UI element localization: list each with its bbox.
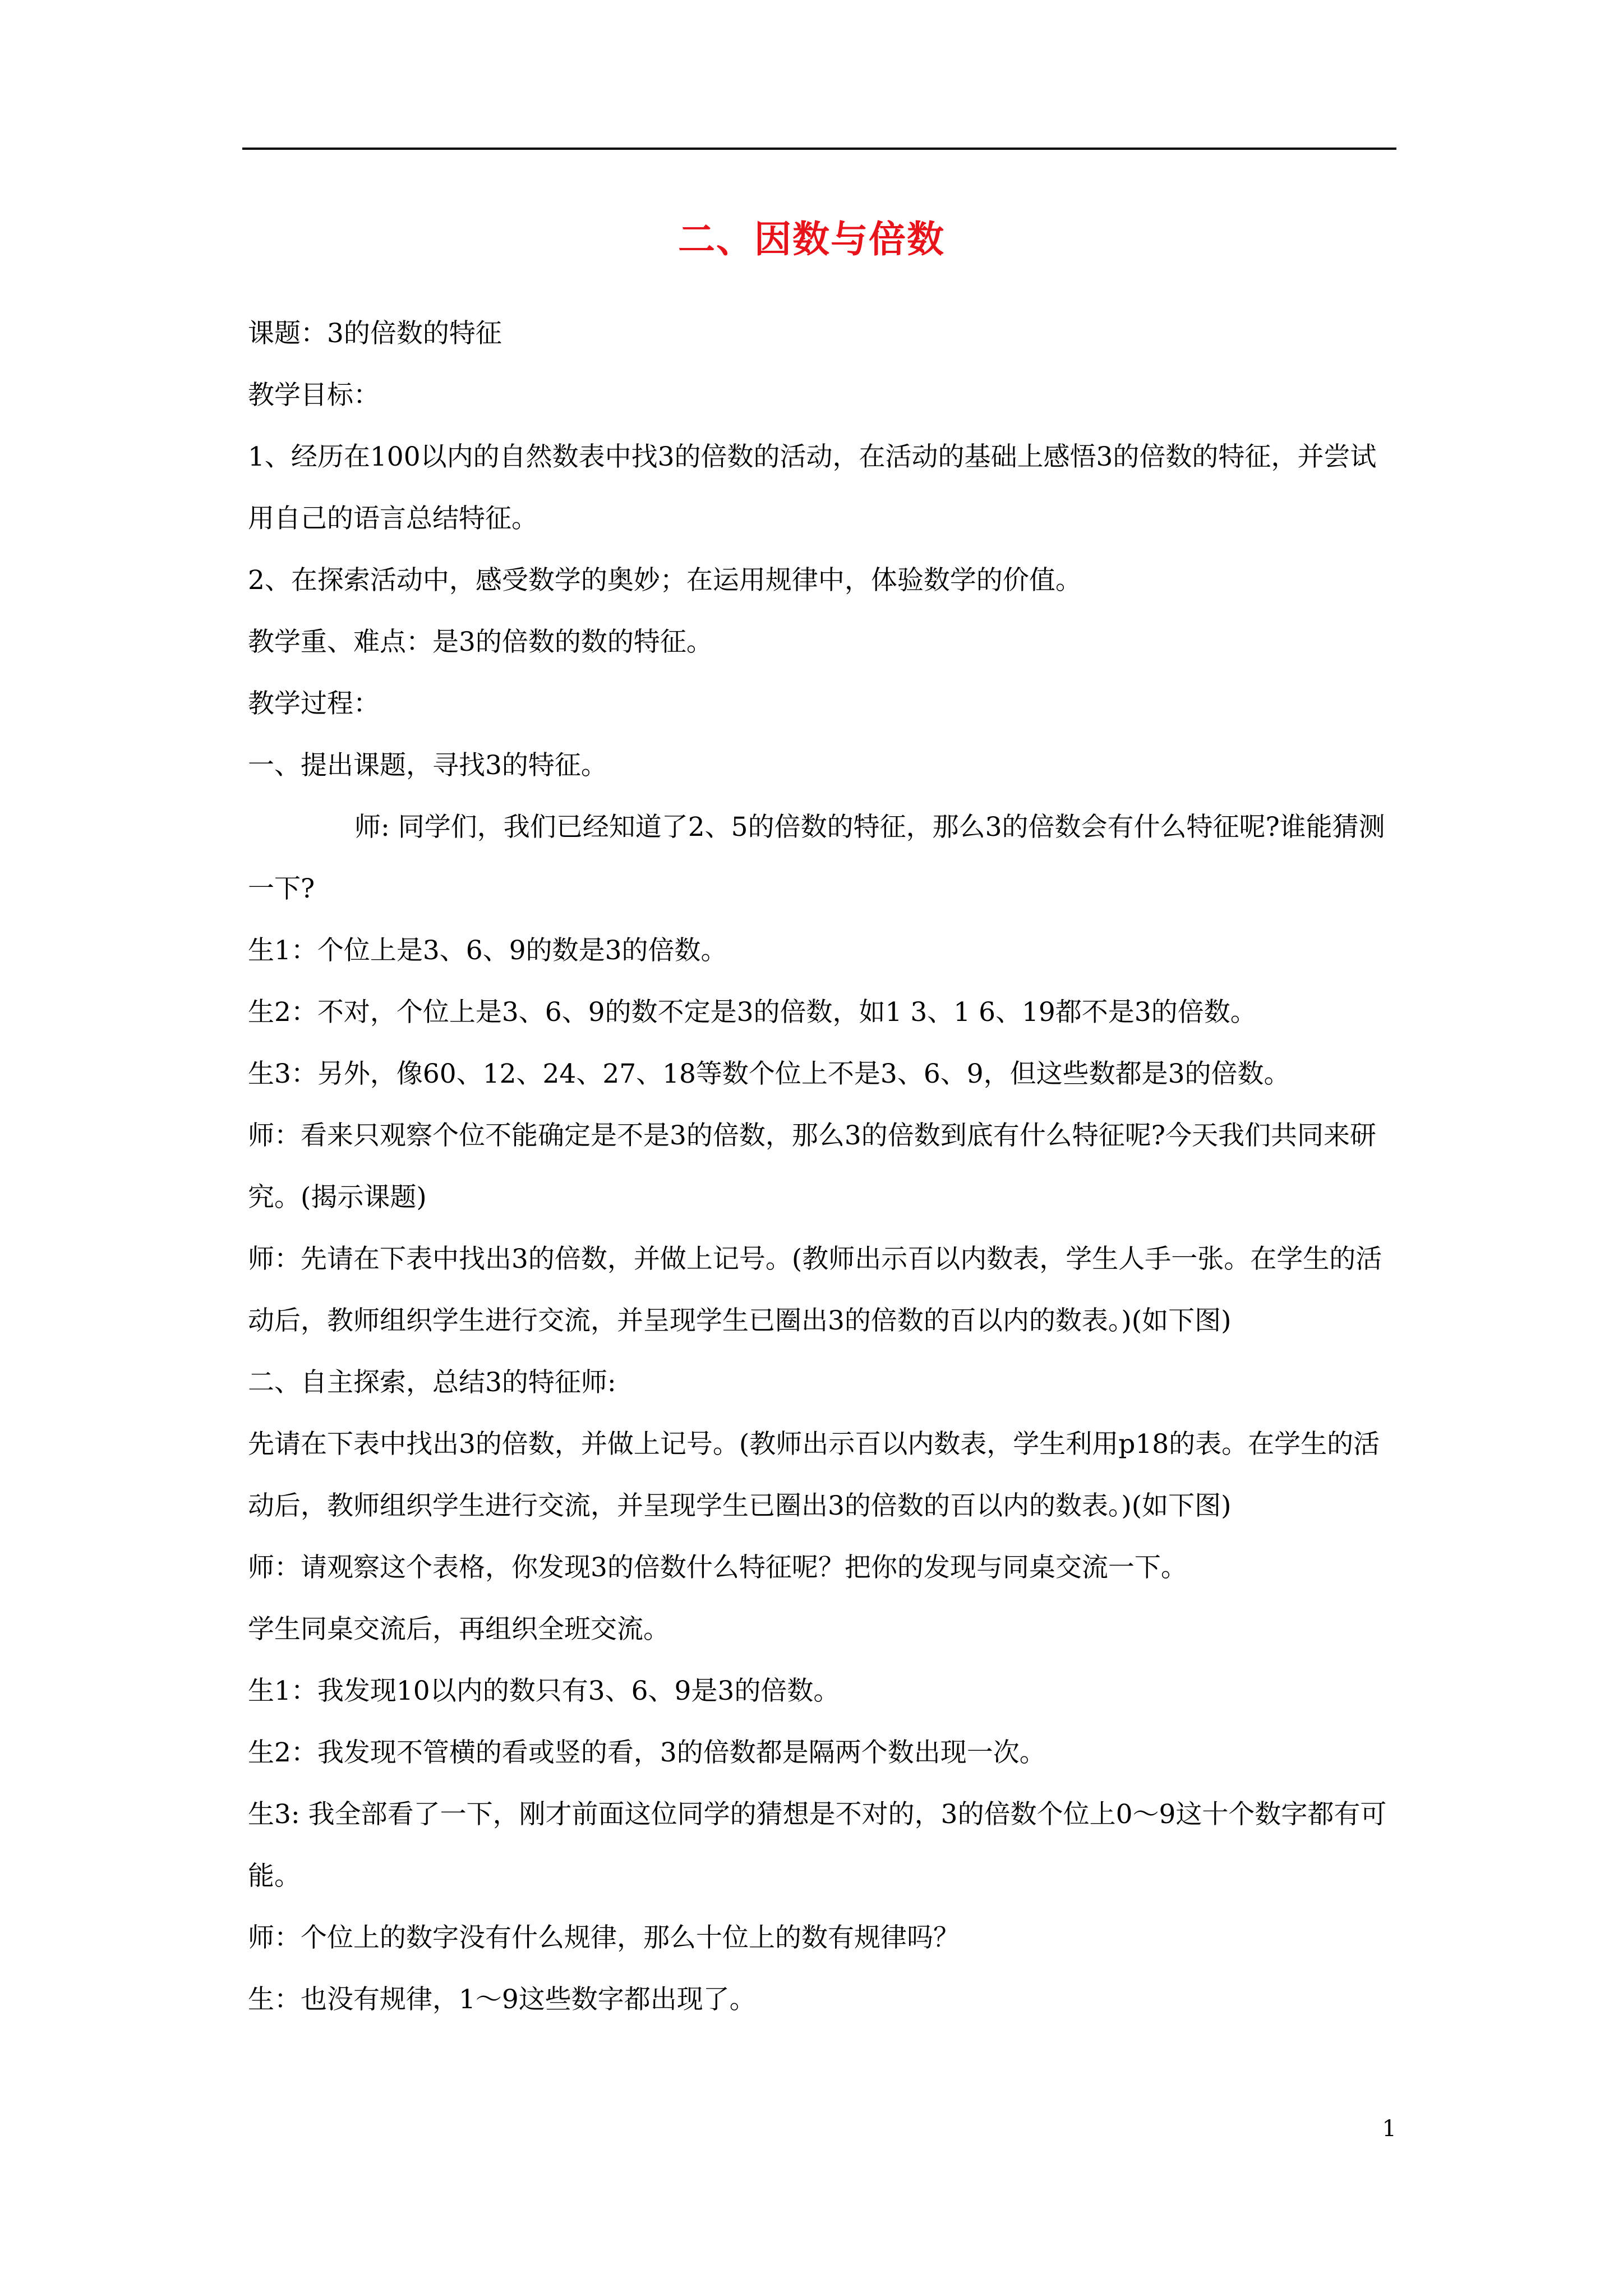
- paragraph-objective-2: 2、在探索活动中，感受数学的奥妙；在运用规律中，体验数学的价值。: [248, 565, 1082, 596]
- page-number: 1: [1382, 2116, 1396, 2142]
- header-rule: [242, 148, 1396, 150]
- paragraph-teacher-topic: 师：看来只观察个位不能确定是不是3的倍数，那么3的倍数到底有什么特征呢?今天我们共同来研究。(揭示课题): [248, 1120, 1377, 1213]
- paragraph-finding-1: 生1：我发现10以内的数只有3、6、9是3的倍数。: [248, 1676, 840, 1706]
- paragraph-objective-1: 1、经历在100以内的自然数表中找3的倍数的活动，在活动的基础上感悟3的倍数的特征，并尝试用自己的语言总结特征。: [248, 441, 1377, 534]
- paragraph-teacher-table-task: 师：先请在下表中找出3的倍数，并做上记号。(教师出示百以内数表，学生人手一张。在学生的活动后，教师组织学生进行交流，并呈现学生已圈出3的倍数的百以内的数表。)(如下图): [248, 1244, 1382, 1336]
- paragraph-key-points: 教学重、难点：是3的倍数的数的特征。: [248, 627, 713, 657]
- paragraph-student-1: 生1：个位上是3、6、9的数是3的倍数。: [248, 935, 727, 966]
- paragraph-lesson-topic: 课题：3的倍数的特征: [248, 318, 502, 349]
- paragraph-process-heading: 教学过程：: [248, 688, 380, 719]
- paragraph-student-answer: 生：也没有规律，1～9这些数字都出现了。: [248, 1984, 756, 2015]
- paragraph-teacher-question: 师: 同学们，我们已经知道了2、5的倍数的特征，那么3的倍数会有什么特征呢?谁能猜测一下?: [248, 812, 1385, 904]
- paragraph-finding-2: 生2：我发现不管横的看或竖的看，3的倍数都是隔两个数出现一次。: [248, 1737, 1046, 1768]
- paragraph-teacher-tens: 师：个位上的数字没有什么规律，那么十位上的数有规律吗？: [248, 1922, 960, 1953]
- paragraph-class-discussion: 学生同桌交流后，再组织全班交流。: [248, 1614, 670, 1645]
- document-body: [248, 303, 1396, 2031]
- paragraph-objectives-heading: 教学目标：: [248, 380, 380, 411]
- document-title: 二、因数与倍数: [678, 217, 945, 261]
- paragraph-student-2: 生2：不对，个位上是3、6、9的数不定是3的倍数，如1 3、1 6、19都不是3的倍数。: [248, 997, 1257, 1028]
- paragraph-teacher-observe: 师：请观察这个表格，你发现3的倍数什么特征呢？把你的发现与同桌交流一下。: [248, 1552, 1187, 1583]
- paragraph-table-task: 先请在下表中找出3的倍数，并做上记号。(教师出示百以内数表，学生利用p18的表。在学生的活动后，教师组织学生进行交流，并呈现学生已圈出3的倍数的百以内的数表。)(如下图): [248, 1429, 1380, 1521]
- paragraph-section-2-heading: 二、自主探索，总结3的特征师:: [248, 1367, 616, 1398]
- paragraph-student-3: 生3：另外，像60、12、24、27、18等数个位上不是3、6、9，但这些数都是3的倍数。: [248, 1059, 1290, 1089]
- paragraph-section-1-heading: 一、提出课题，寻找3的特征。: [248, 750, 607, 781]
- paragraph-finding-3: 生3: 我全部看了一下，刚才前面这位同学的猜想是不对的，3的倍数个位上0～9这十个数字都有可能。: [248, 1799, 1387, 1892]
